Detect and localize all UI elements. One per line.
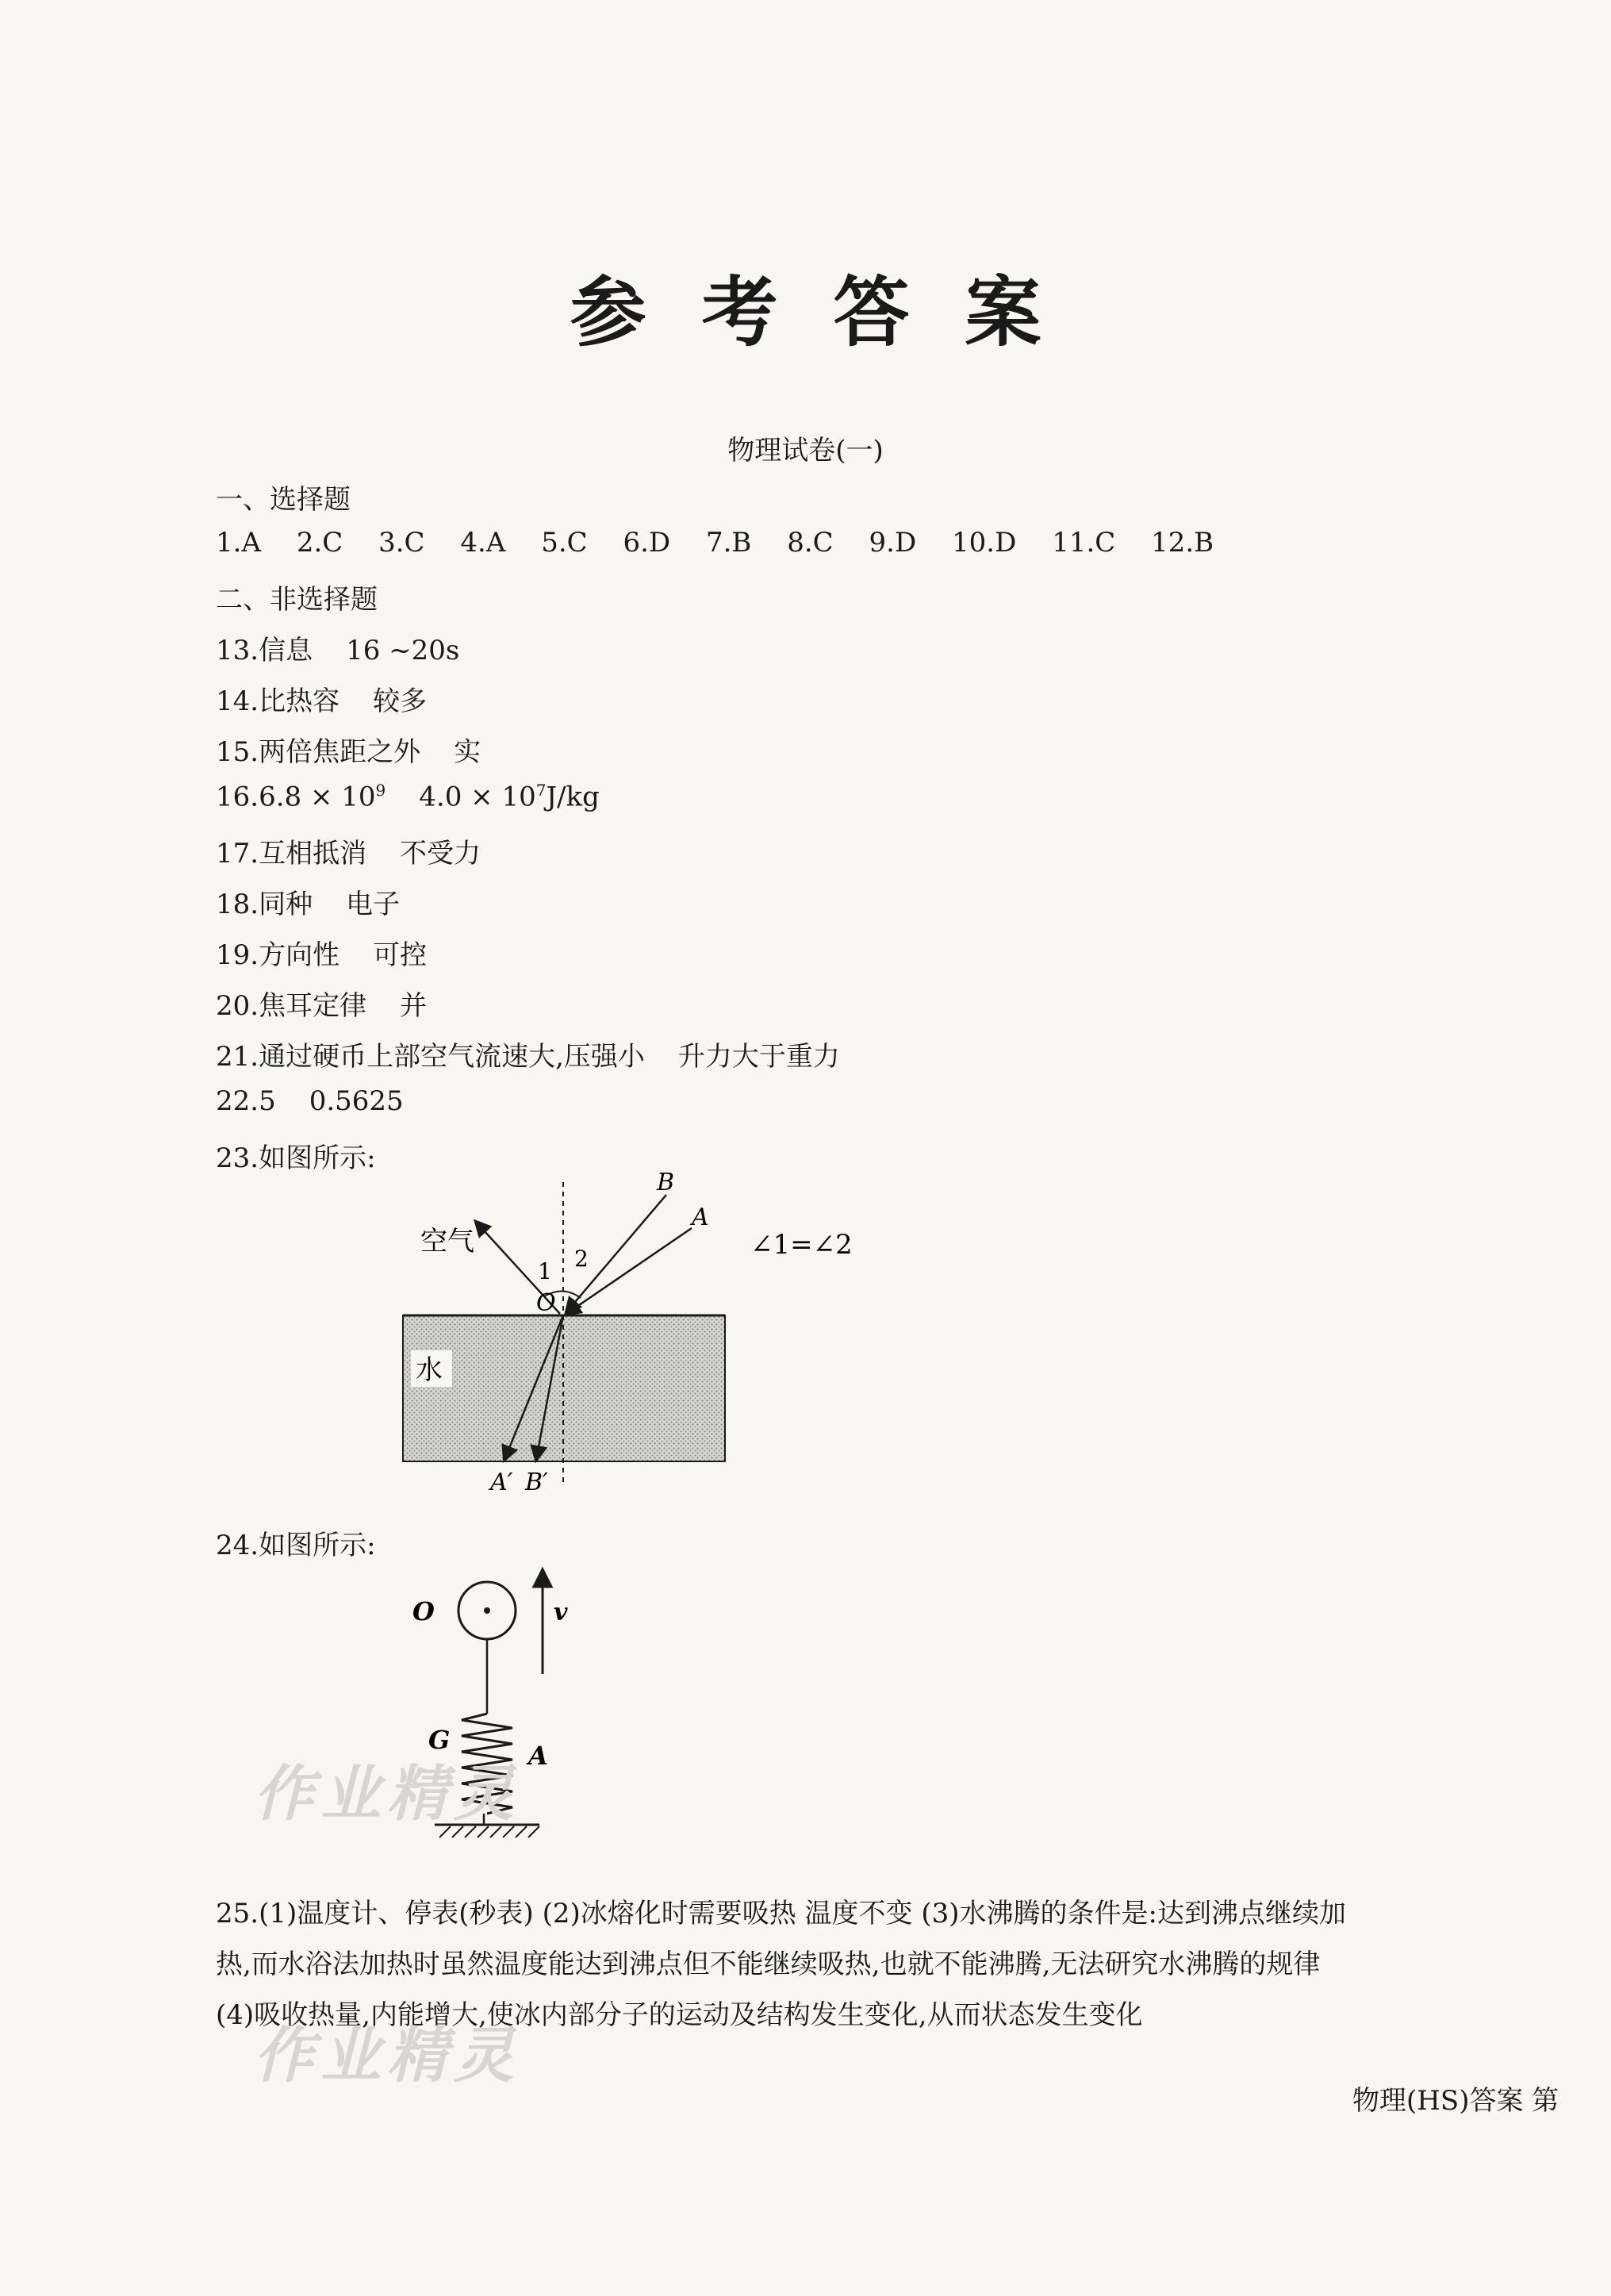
choice-answers-row xyxy=(216,527,1241,559)
page-footer: 物理(HS)答案 第 xyxy=(1352,2085,1559,2117)
choice-answer: 7.B xyxy=(705,527,752,559)
section-heading-non-choice: 二、非选择题 xyxy=(216,584,378,616)
watermark: 作业精灵 xyxy=(254,1758,520,1829)
label-o: O xyxy=(412,1596,435,1626)
choice-answer: 9.D xyxy=(869,527,917,559)
choice-answer: 4.A xyxy=(460,527,506,559)
answer-19: 19.方向性 可控 xyxy=(216,939,428,971)
choice-answer: 11.C xyxy=(1052,527,1116,559)
label-air: 空气 xyxy=(420,1226,474,1257)
label-water: 水 xyxy=(416,1354,443,1386)
answer-16: $16.6.8 \times 10^9$ $4.0 \times 10^7J/kg$ xyxy=(216,781,600,813)
label-v: v xyxy=(554,1599,568,1626)
answer-21: 21.通过硬币上部空气流速大,压强小 升力大于重力 xyxy=(216,1041,840,1073)
label-b: B xyxy=(657,1169,675,1196)
label-angle-1: 1 xyxy=(538,1258,552,1284)
page-title: 参考答案 xyxy=(570,267,1097,357)
label-angle-2: 2 xyxy=(574,1246,589,1272)
label-b-prime: B′ xyxy=(525,1469,548,1496)
choice-answer: 10.D xyxy=(952,527,1017,559)
choice-answer: 6.D xyxy=(623,527,671,559)
choice-answer: 5.C xyxy=(541,527,588,559)
answer-25-line-3: (4)吸收热量,内能增大,使冰内部分子的运动及结构发生变化,从而状态发生变化 xyxy=(216,1999,1143,2031)
watermark: 作业精灵 xyxy=(254,2020,520,2091)
answer-14: 14.比热容 较多 xyxy=(216,685,428,717)
label-a-prime: A′ xyxy=(490,1469,513,1496)
label-a: A xyxy=(528,1741,548,1771)
answer-13: 13.信息 16 ~20s xyxy=(216,635,460,666)
answer-22: 22.5 0.5625 xyxy=(216,1085,404,1117)
answer-17: 17.互相抵消 不受力 xyxy=(216,838,481,870)
answer-24-text: 24.如图所示: xyxy=(216,1530,376,1561)
choice-answer: 8.C xyxy=(787,527,834,559)
label-a: A xyxy=(692,1204,709,1231)
paper-subtitle: 物理试卷(一) xyxy=(727,435,884,466)
refraction-diagram xyxy=(397,1166,920,1499)
answer-18: 18.同种 电子 xyxy=(216,889,401,920)
angle-relation: ∠1=∠2 xyxy=(750,1229,853,1261)
answer-25-line-1: 25.(1)温度计、停表(秒表) (2)冰熔化时需要吸热 温度不变 (3)水沸腾的条件是:达到沸点继续加 xyxy=(216,1898,1346,1929)
answer-23-text: 23.如图所示: xyxy=(216,1142,376,1174)
answer-15: 15.两倍焦距之外 实 xyxy=(216,736,481,768)
section-heading-choice: 一、选择题 xyxy=(216,484,351,516)
choice-answer: 3.C xyxy=(378,527,425,559)
ball-center xyxy=(484,1607,490,1614)
choice-answer: 1.A xyxy=(216,527,261,559)
choice-answer: 12.B xyxy=(1151,527,1214,559)
choice-answer: 2.C xyxy=(296,527,343,559)
label-g: G xyxy=(428,1725,451,1755)
answer-25-line-2: 热,而水浴法加热时虽然温度能达到沸点但不能继续吸热,也就不能沸腾,无法研究水沸腾的规律 xyxy=(216,1949,1321,1980)
label-o: O xyxy=(536,1289,556,1317)
answer-20: 20.焦耳定律 并 xyxy=(216,990,428,1022)
